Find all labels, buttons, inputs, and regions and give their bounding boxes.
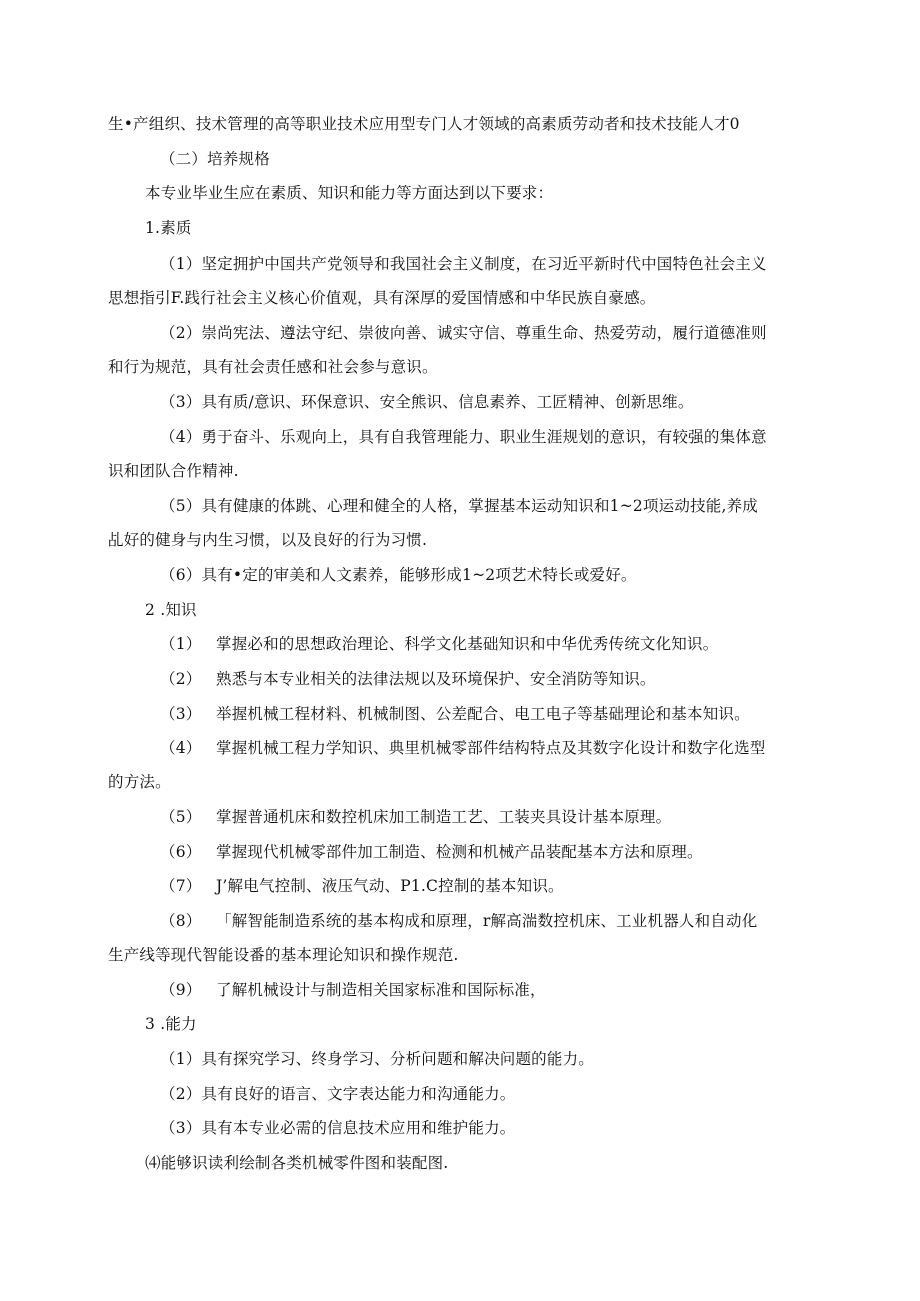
quality-heading: 1.素质: [145, 219, 192, 237]
knowledge-item-7-text: J’解电气控制、液压气动、P1.C控制的基本知识。: [216, 877, 564, 895]
quality-item-5-line1: （5）具有健康的体跳、心理和健全的人格，掌握基本运动知识和1~2项运动技能,养成: [160, 497, 759, 515]
knowledge-item-3: [160, 704, 750, 724]
knowledge-item-5: [160, 807, 671, 827]
knowledge-item-5-text: 掌握普通机床和数控机床加工制造工艺、工装夹具设计基本原理。: [216, 808, 672, 826]
knowledge-item-2-text: 熟悉与本专业相关的法律法规以及环境保护、安全消防等知识。: [216, 670, 656, 688]
knowledge-item-9-text: 了解机械设计与制造相关国家标准和国际标准，: [216, 981, 546, 999]
quality-item-5-line2: 乩好的健身与内生习惯，以及良好的行为习惯.: [108, 531, 428, 549]
knowledge-item-2: [160, 669, 656, 689]
knowledge-item-4-number: （4）: [160, 739, 202, 757]
knowledge-item-8-number: （8）: [160, 912, 202, 930]
knowledge-item-7: [160, 876, 564, 896]
ability-item-2: （2）具有良好的语言、文字表达能力和沟通能力。: [160, 1085, 516, 1103]
knowledge-item-4-text: 掌握机械工程力学知识、典里机械零部件结构特点及其数字化设计和数字化选型: [216, 739, 766, 757]
quality-item-4-line2: 识和团队合作精神.: [108, 462, 239, 480]
knowledge-item-3-text: 举握机械工程材料、机械制图、公差配合、电工电子等基础理论和基本知识。: [216, 705, 750, 723]
intro-tail-text: 生•产组织、技术管理的高等职业技术应用型专门人才领域的高素质劳动者和技术技能人才0: [108, 115, 740, 133]
ability-item-4: ⑷能够识读利绘制各类机械零件图和装配图.: [145, 1154, 449, 1172]
knowledge-item-6-text: 掌握现代机械零部件加工制造、检测和机械产品装配基本方法和原理。: [216, 843, 703, 861]
knowledge-item-5-number: （5）: [160, 808, 202, 826]
quality-item-4-line1: （4）勇于奋斗、乐观向上，具有自我管理能力、职业生涯规划的意识，有较强的集体意: [160, 428, 767, 446]
ability-item-1: （1）具有探究学习、终身学习、分析问题和解决问题的能力。: [160, 1050, 594, 1068]
knowledge-item-1: [160, 634, 718, 654]
quality-item-6-line1: （6）具有•定的审美和人文素养，能够形成1~2项艺术特长或爱好。: [160, 566, 637, 584]
quality-item-2-line2: 和行为规范，具有社会责任感和社会参与意识。: [108, 358, 438, 376]
knowledge-item-8-line2: 生产线等现代智能设番的基本理论知识和操作规范.: [108, 946, 459, 964]
knowledge-item-6: [160, 842, 703, 862]
ability-item-3: （3）具有本专业必需的信息技术应用和维护能力。: [160, 1119, 516, 1137]
knowledge-item-4: [160, 738, 766, 758]
quality-item-3-line1: （3）具有质/意识、环保意识、安全熊识、信息素养、工匠精神、创新思维。: [160, 393, 694, 411]
knowledge-item-6-number: （6）: [160, 843, 202, 861]
knowledge-item-3-number: （3）: [160, 705, 202, 723]
section-heading: （二）培养规格: [160, 150, 270, 168]
knowledge-item-1-number: （1）: [160, 635, 202, 653]
quality-item-1-line2: 思想指引F.践行社会主义核心价值观，具有深厚的爱国情感和中华民族自豪感。: [108, 289, 656, 307]
requirement-lead: 本专业毕业生应在素质、知识和能力等方面达到以下要求：: [145, 184, 554, 202]
knowledge-item-8: [160, 911, 757, 931]
knowledge-item-7-number: （7）: [160, 877, 202, 895]
ability-heading: 3 .能力: [145, 1015, 197, 1033]
knowledge-item-9: [160, 980, 546, 1000]
knowledge-heading: 2 .知识: [145, 601, 197, 619]
quality-item-2-line1: （2）崇尚宪法、遵法守纪、崇彼向善、诚实守信、尊重生命、热爱劳动，履行道德准则: [160, 324, 767, 342]
knowledge-item-4-line2: 的方法。: [108, 773, 171, 791]
knowledge-item-1-text: 掌握必和的思想政治理论、科学文化基础知识和中华优秀传统文化知识。: [216, 635, 719, 653]
knowledge-item-2-number: （2）: [160, 670, 202, 688]
quality-item-1-line1: （1）坚定拥护中国共产党领导和我国社会主义制度，在习近平新时代中国特色社会主义: [160, 255, 767, 273]
knowledge-item-8-text: 「解智能制造系统的基本构成和原理，r解高湍数控机床、工业机器人和自动化: [216, 912, 758, 930]
knowledge-item-9-number: （9）: [160, 981, 202, 999]
